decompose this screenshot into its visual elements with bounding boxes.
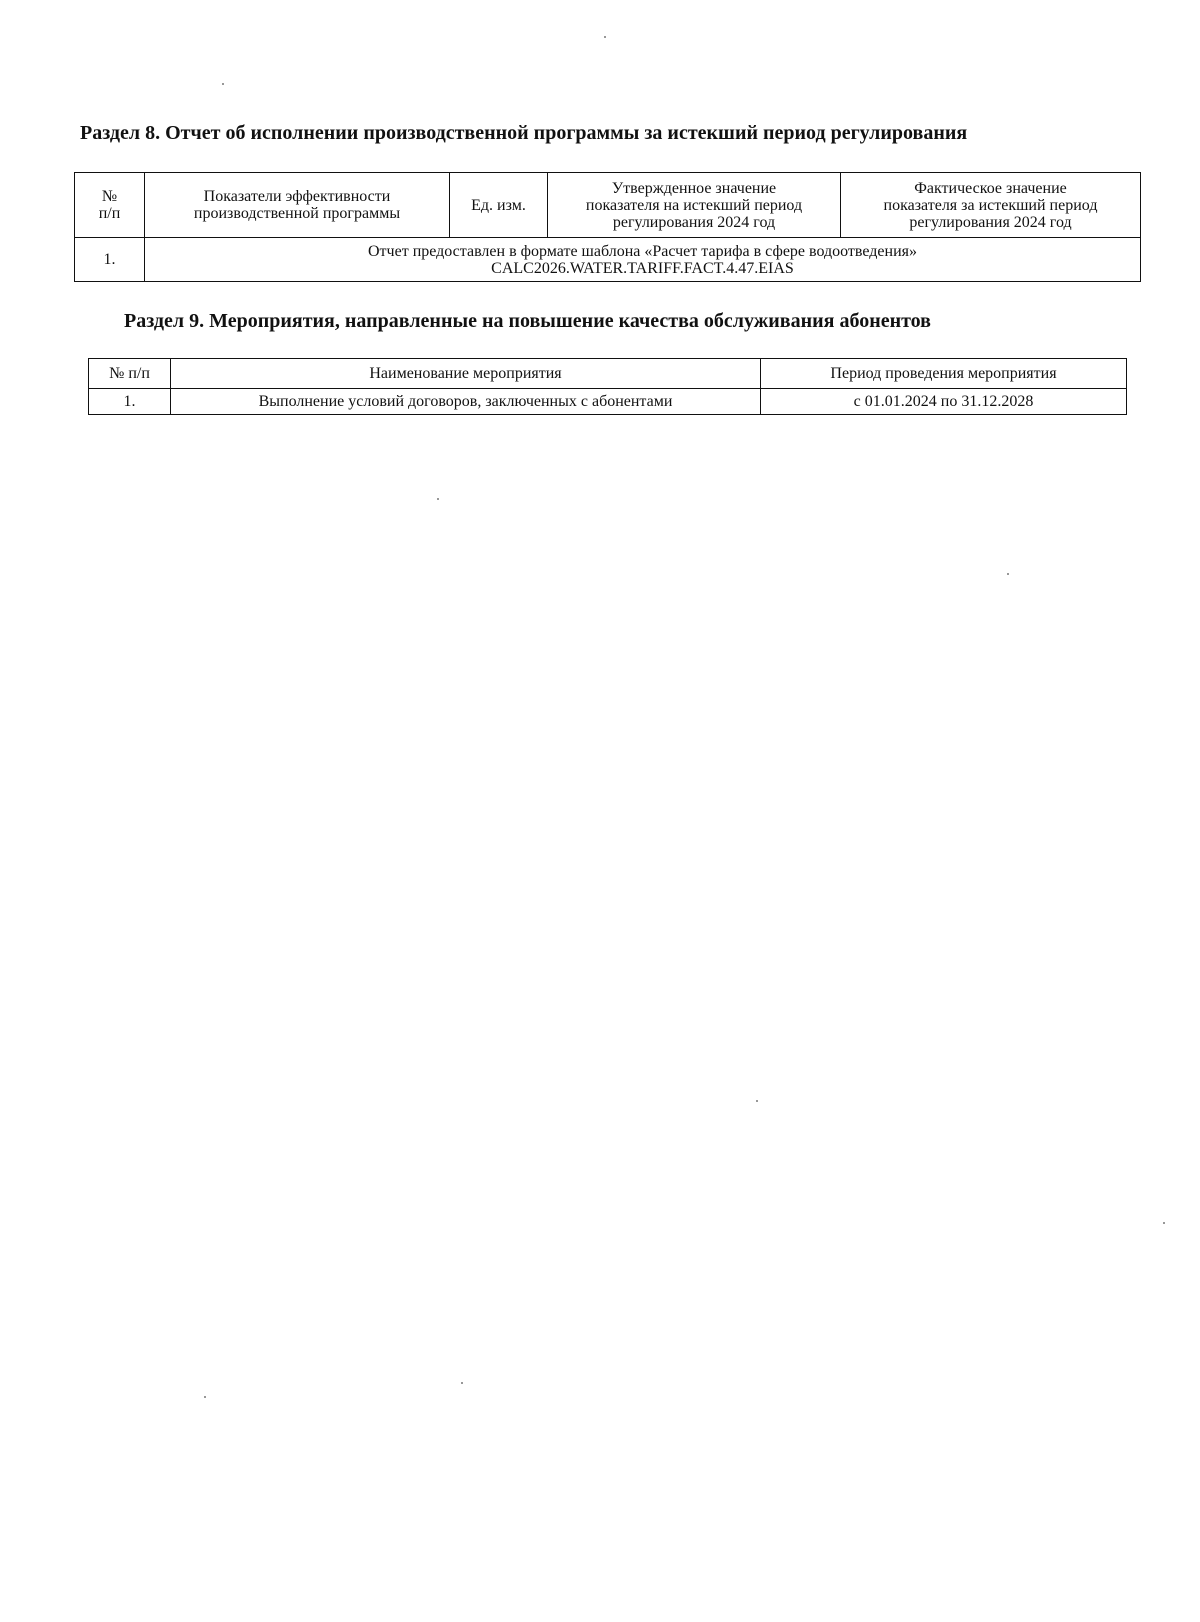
measure-period: с 01.01.2024 по 31.12.2028	[761, 389, 1127, 415]
scan-speck	[1163, 1222, 1165, 1224]
scan-speck	[222, 83, 224, 85]
header-number: № п/п	[75, 173, 145, 238]
scan-speck	[604, 36, 606, 38]
scan-speck	[461, 1382, 463, 1384]
row-number: 1.	[89, 389, 171, 415]
table-row	[89, 389, 1127, 415]
table-header-row	[89, 359, 1127, 389]
header-actual-value: Фактическое значение показателя за истекший период регулирования 2024 год	[841, 173, 1141, 238]
table-row	[75, 238, 1141, 282]
table-header-row	[75, 173, 1141, 238]
header-approved-value: Утвержденное значение показателя на истекший период регулирования 2024 год	[548, 173, 841, 238]
scan-speck	[204, 1396, 206, 1398]
report-note: Отчет предоставлен в формате шаблона «Расчет тарифа в сфере водоотведения» CALC2026.WATER.TARIFF.FACT.4.47.EIAS	[145, 238, 1141, 282]
header-indicators: Показатели эффективности производственной программы	[145, 173, 450, 238]
scan-speck	[1007, 573, 1009, 575]
scan-speck	[437, 498, 439, 500]
header-measure-name: Наименование мероприятия	[171, 359, 761, 389]
measure-name: Выполнение условий договоров, заключенных с абонентами	[171, 389, 761, 415]
service-quality-measures-table	[88, 358, 1127, 415]
scan-speck	[756, 1100, 758, 1102]
row-number: 1.	[75, 238, 145, 282]
header-unit: Ед. изм.	[450, 173, 548, 238]
production-program-report-table	[74, 172, 1141, 282]
section-8-title: Раздел 8. Отчет об исполнении производственной программы за истекший период регулирования	[80, 122, 968, 144]
header-number: № п/п	[89, 359, 171, 389]
section-9-title: Раздел 9. Мероприятия, направленные на повышение качества обслуживания абонентов	[124, 310, 931, 332]
header-measure-period: Период проведения мероприятия	[761, 359, 1127, 389]
